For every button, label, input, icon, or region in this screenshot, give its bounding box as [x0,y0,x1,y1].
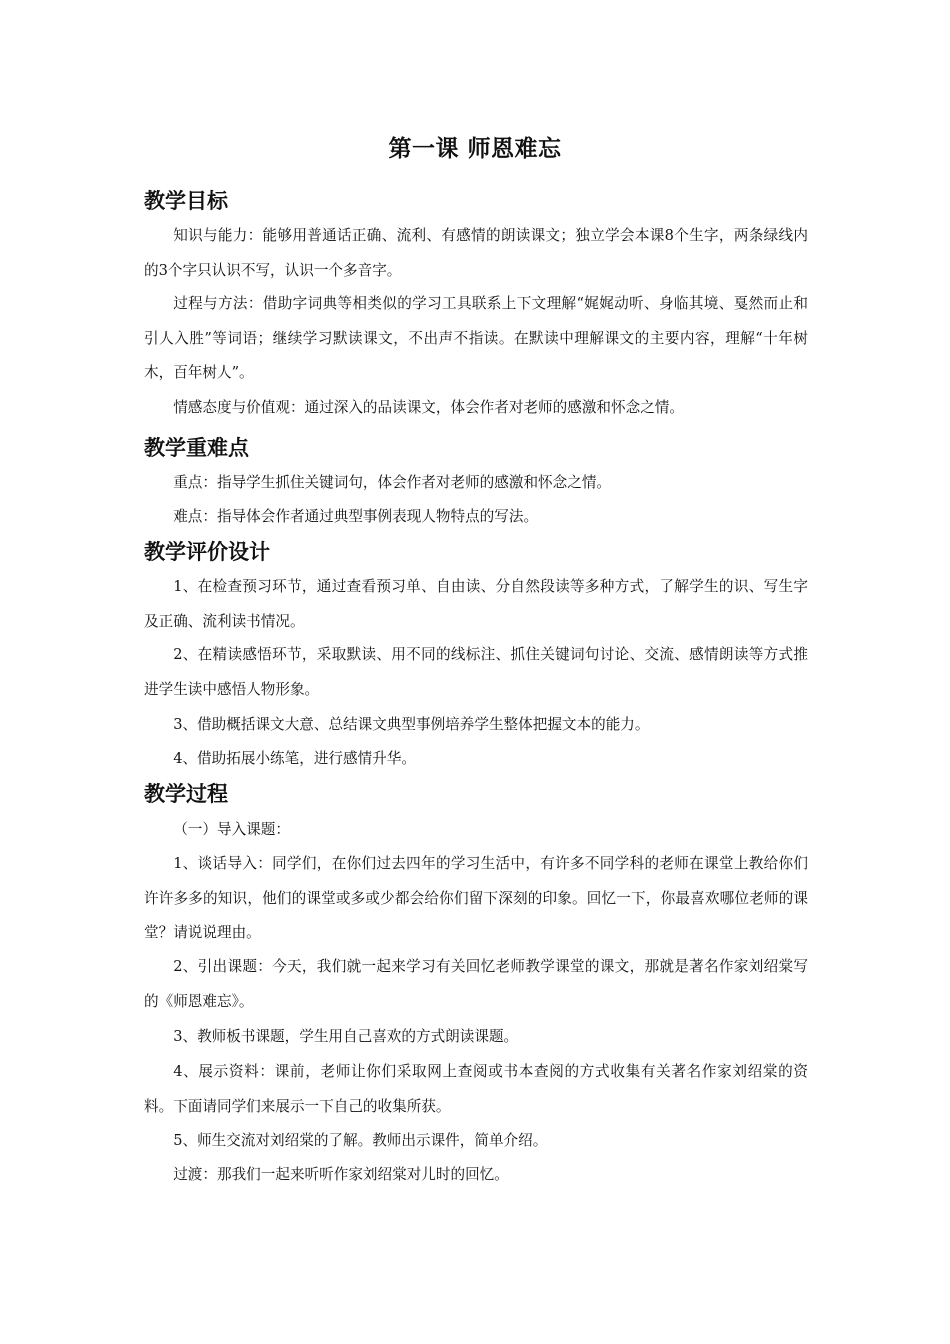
heading-key-points: 教学重难点 [144,436,249,460]
process-item-3: 3、教师板书课题，学生用自己喜欢的方式朗读课题。 [173,1028,519,1045]
process-item-5: 5、师生交流对刘绍棠的了解。教师出示课件，简单介绍。 [173,1132,548,1149]
process-item-4: 4、展示资料：课前，老师让你们采取网上查阅或书本查阅的方式收集有关著名作家刘绍棠的资料。下面请同学们来展示一下自己的收集所获。 [144,1063,808,1115]
objectives-knowledge: 知识与能力：能够用普通话正确、流利、有感情的朗读课文；独立学会本课8个生字，两条绿线内的3个字只认识不写，认识一个多音字。 [144,227,808,279]
process-item-1: 1、谈话导入：同学们，在你们过去四年的学习生活中，有许多不同学科的老师在课堂上教给你们许许多多的知识，他们的课堂或多或少都会给你们留下深刻的印象。回忆一下，你最喜欢哪位老师的课堂？请说说理由。 [144,855,808,941]
evaluation-item-3: 3、借助概括课文大意、总结课文典型事例培养学生整体把握文本的能力。 [173,716,650,733]
objectives-process: 过程与方法：借助字词典等相类似的学习工具联系上下文理解“娓娓动听、身临其境、戛然而止和引人入胜”等词语；继续学习默读课文，不出声不指读。在默读中理解课文的主要内容，理解“十年树木，百年树人”。 [144,295,808,381]
key-point: 重点：指导学生抓住关键词句，体会作者对老师的感激和怀念之情。 [173,474,612,491]
document-title: 第一课 师恩难忘 [388,136,562,162]
process-transition: 过渡：那我们一起来听听作家刘绍棠对儿时的回忆。 [173,1166,509,1183]
objectives-emotion: 情感态度与价值观：通过深入的品读课文，体会作者对老师的感激和怀念之情。 [173,399,684,416]
evaluation-item-2: 2、在精读感悟环节，采取默读、用不同的线标注、抓住关键词句讨论、交流、感情朗读等方式推进学生读中感悟人物形象。 [144,646,808,698]
heading-objectives: 教学目标 [144,189,228,213]
process-item-2: 2、引出课题：今天，我们就一起来学习有关回忆老师教学课堂的课文，那就是著名作家刘绍棠写的《师恩难忘》。 [144,958,808,1010]
heading-process: 教学过程 [144,782,228,806]
difficult-point: 难点：指导体会作者通过典型事例表现人物特点的写法。 [173,508,539,525]
process-subheading: （一）导入课题： [173,821,290,838]
evaluation-item-1: 1、在检查预习环节，通过查看预习单、自由读、分自然段读等多种方式，了解学生的识、写生字及正确、流利读书情况。 [144,578,808,630]
evaluation-item-4: 4、借助拓展小练笔，进行感情升华。 [173,750,416,767]
heading-evaluation: 教学评价设计 [144,540,270,564]
